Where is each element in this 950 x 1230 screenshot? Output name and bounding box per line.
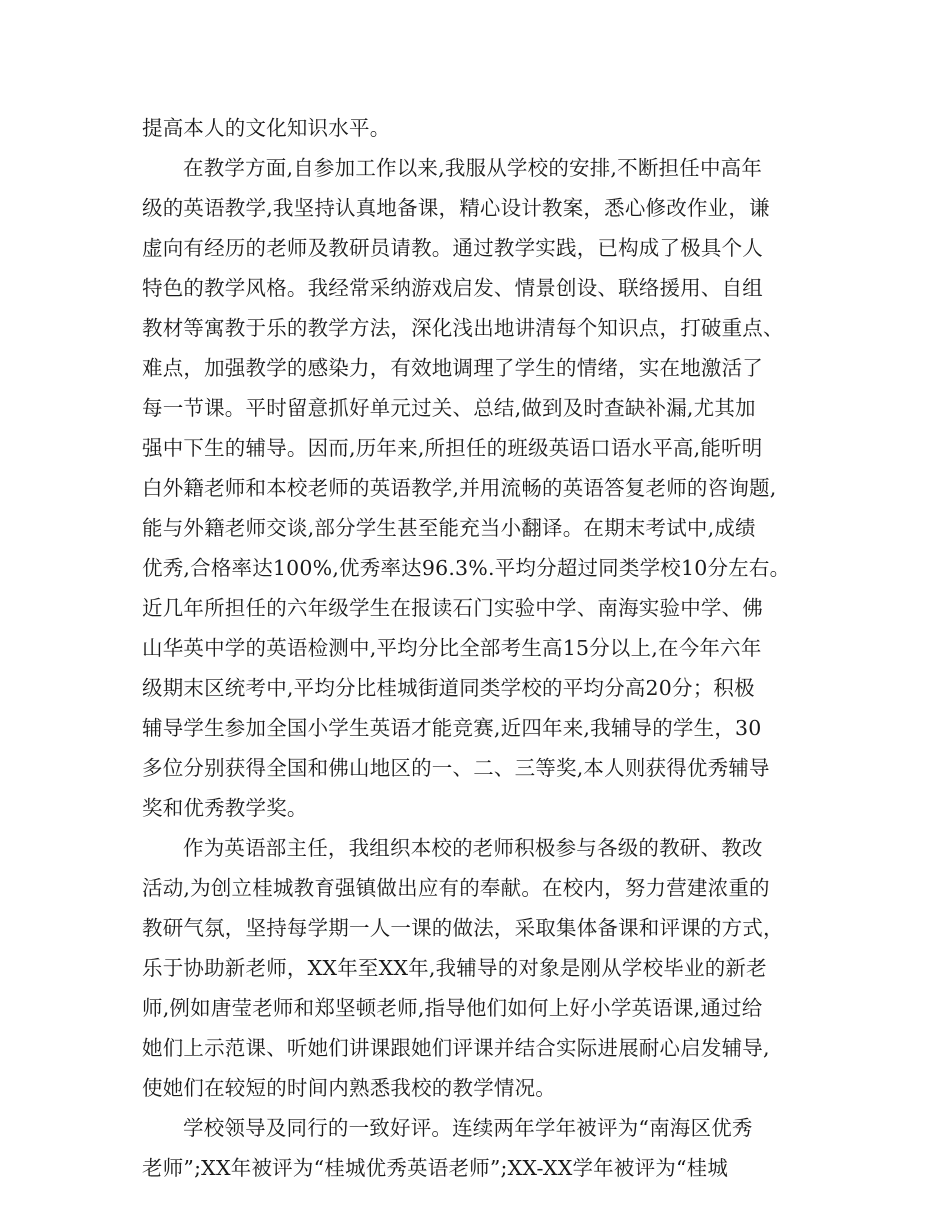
paragraph-awards (142, 1108, 808, 1188)
text-line: 强中下生的辅导。因而,历年来,所担任的班级英语口语水平高,能听明 (142, 436, 763, 460)
text-line: 能与外籍老师交谈,部分学生甚至能充当小翻译。在期末考试中,成绩 (142, 516, 756, 540)
text-line: 辅导学生参加全国小学生英语才能竞赛,近四年来,我辅导的学生，30 (142, 716, 762, 740)
text-line: 虚向有经历的老师及教研员请教。通过教学实践，已构成了极具个人 (142, 236, 763, 260)
text-line: 学校领导及同行的一致好评。连续两年学年被评为“南海区优秀 (183, 1116, 753, 1140)
document-page (142, 108, 808, 1188)
text-line: 近几年所担任的六年级学生在报读石门实验中学、南海实验中学、佛 (142, 596, 763, 620)
text-line: 白外籍老师和本校老师的英语教学,并用流畅的英语答复老师的咨询题, (142, 476, 777, 500)
paragraph-teaching (142, 148, 808, 828)
text-line: 活动,为创立桂城教育强镇做出应有的奉献。在校内，努力营建浓重的 (142, 876, 770, 900)
paragraph-continuation (142, 108, 808, 148)
text-line: 师,例如唐莹老师和郑坚顿老师,指导他们如何上好小学英语课,通过给 (142, 996, 763, 1020)
text-line: 在教学方面,自参加工作以来,我服从学校的安排,不断担任中高年 (183, 156, 763, 180)
text-line: 特色的教学风格。我经常采纳游戏启发、情景创设、联络援用、自组 (142, 276, 763, 300)
text-line: 每一节课。平时留意抓好单元过关、总结,做到及时查缺补漏,尤其加 (142, 396, 756, 420)
text-line: 乐于协助新老师，XX年至XX年,我辅导的对象是刚从学校毕业的新老 (142, 956, 767, 980)
text-line: 难点，加强教学的感染力，有效地调理了学生的情绪，实在地激活了 (142, 356, 763, 380)
text-line: 作为英语部主任，我组织本校的老师积极参与各级的教研、教改 (183, 836, 763, 860)
text-line: 老师”;XX年被评为“桂城优秀英语老师”;XX-XX学年被评为“桂城 (142, 1156, 729, 1180)
text-line: 提高本人的文化知识水平。 (142, 116, 391, 140)
text-line: 教材等寓教于乐的教学方法，深化浅出地讲清每个知识点，打破重点、 (142, 316, 784, 340)
text-line: 使她们在较短的时间内熟悉我校的教学情况。 (142, 1076, 556, 1100)
text-line: 山华英中学的英语检测中,平均分比全部考生高15分以上,在今年六年 (142, 636, 762, 660)
paragraph-department-head (142, 828, 808, 1108)
text-line: 奖和优秀教学奖。 (142, 796, 308, 820)
text-line: 优秀,合格率达100%,优秀率达96.3%.平均分超过同类学校10分左右。 (142, 556, 791, 580)
text-line: 教研气氛，坚持每学期一人一课的做法，采取集体备课和评课的方式， (142, 916, 784, 940)
text-line: 级期末区统考中,平均分比桂城街道同类学校的平均分高20分；积极 (142, 676, 755, 700)
text-line: 她们上示范课、听她们讲课跟她们评课并结合实际进展耐心启发辅导, (142, 1036, 770, 1060)
text-line: 多位分别获得全国和佛山地区的一、二、三等奖,本人则获得优秀辅导 (142, 756, 770, 780)
text-line: 级的英语教学,我坚持认真地备课，精心设计教案，悉心修改作业，谦 (142, 196, 770, 220)
